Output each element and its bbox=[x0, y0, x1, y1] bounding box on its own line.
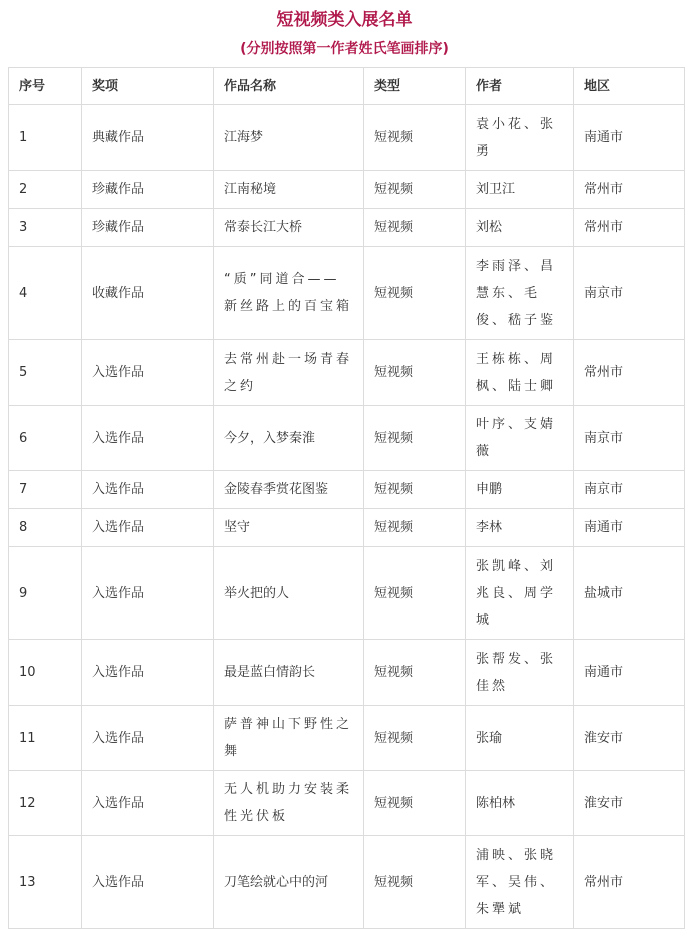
cell-author: 张凯峰、刘兆良、周学城 bbox=[466, 547, 574, 640]
cell-type: 短视频 bbox=[364, 247, 466, 340]
cell-work-title: 今夕，入梦秦淮 bbox=[214, 406, 364, 471]
cell-type: 短视频 bbox=[364, 209, 466, 247]
cell-type: 短视频 bbox=[364, 771, 466, 836]
cell-region: 南通市 bbox=[574, 640, 685, 706]
cell-author: 浦映、张晓军、吴伟、朱犟斌 bbox=[466, 836, 574, 929]
table-row bbox=[9, 171, 685, 209]
cell-index: 2 bbox=[9, 171, 82, 209]
table-row bbox=[9, 209, 685, 247]
cell-index: 5 bbox=[9, 340, 82, 406]
cell-type: 短视频 bbox=[364, 406, 466, 471]
cell-index: 7 bbox=[9, 471, 82, 509]
cell-author: 陈柏林 bbox=[466, 771, 574, 836]
cell-work-title: 刀笔绘就心中的河 bbox=[214, 836, 364, 929]
cell-index: 3 bbox=[9, 209, 82, 247]
cell-author: 王栋栋、周枫、陆士卿 bbox=[466, 340, 574, 406]
cell-region: 常州市 bbox=[574, 171, 685, 209]
cell-author: 张帮发、张佳然 bbox=[466, 640, 574, 706]
cell-award: 入选作品 bbox=[82, 706, 214, 771]
table-row bbox=[9, 509, 685, 547]
cell-work-title: 最是蓝白情韵长 bbox=[214, 640, 364, 706]
cell-award: 入选作品 bbox=[82, 836, 214, 929]
cell-region: 淮安市 bbox=[574, 771, 685, 836]
cell-author: 李林 bbox=[466, 509, 574, 547]
cell-type: 短视频 bbox=[364, 340, 466, 406]
cell-region: 盐城市 bbox=[574, 547, 685, 640]
page-subtitle: (分别按照第一作者姓氏笔画排序) bbox=[240, 41, 449, 57]
cell-index: 1 bbox=[9, 105, 82, 171]
cell-type: 短视频 bbox=[364, 509, 466, 547]
cell-award: 典藏作品 bbox=[82, 105, 214, 171]
cell-index: 9 bbox=[9, 547, 82, 640]
table-row bbox=[9, 471, 685, 509]
header-region: 地区 bbox=[574, 68, 685, 105]
cell-award: 入选作品 bbox=[82, 509, 214, 547]
cell-award: 收藏作品 bbox=[82, 247, 214, 340]
cell-work-title: “质”同道合——新丝路上的百宝箱 bbox=[214, 247, 364, 340]
header-award: 奖项 bbox=[82, 68, 214, 105]
table-row bbox=[9, 406, 685, 471]
cell-author: 张瑜 bbox=[466, 706, 574, 771]
cell-index: 10 bbox=[9, 640, 82, 706]
cell-award: 入选作品 bbox=[82, 471, 214, 509]
cell-award: 入选作品 bbox=[82, 406, 214, 471]
cell-author: 申鹏 bbox=[466, 471, 574, 509]
cell-index: 12 bbox=[9, 771, 82, 836]
cell-award: 入选作品 bbox=[82, 640, 214, 706]
cell-region: 常州市 bbox=[574, 836, 685, 929]
cell-author: 刘卫江 bbox=[466, 171, 574, 209]
cell-type: 短视频 bbox=[364, 706, 466, 771]
cell-region: 南京市 bbox=[574, 406, 685, 471]
cell-type: 短视频 bbox=[364, 836, 466, 929]
cell-author: 袁小花、张勇 bbox=[466, 105, 574, 171]
cell-award: 入选作品 bbox=[82, 340, 214, 406]
cell-region: 南京市 bbox=[574, 247, 685, 340]
cell-work-title: 江南秘境 bbox=[214, 171, 364, 209]
table-row bbox=[9, 771, 685, 836]
table-row bbox=[9, 640, 685, 706]
table-row bbox=[9, 706, 685, 771]
cell-region: 南通市 bbox=[574, 509, 685, 547]
cell-award: 珍藏作品 bbox=[82, 171, 214, 209]
cell-author: 刘松 bbox=[466, 209, 574, 247]
cell-work-title: 去常州赴一场青春之约 bbox=[214, 340, 364, 406]
cell-award: 珍藏作品 bbox=[82, 209, 214, 247]
table-row bbox=[9, 247, 685, 340]
cell-region: 南通市 bbox=[574, 105, 685, 171]
table-row bbox=[9, 340, 685, 406]
table-row bbox=[9, 836, 685, 929]
cell-author: 叶序、支婧薇 bbox=[466, 406, 574, 471]
header-work-title: 作品名称 bbox=[214, 68, 364, 105]
cell-work-title: 萨普神山下野性之舞 bbox=[214, 706, 364, 771]
cell-type: 短视频 bbox=[364, 640, 466, 706]
table-header-row bbox=[9, 68, 685, 105]
cell-work-title: 坚守 bbox=[214, 509, 364, 547]
cell-work-title: 常泰长江大桥 bbox=[214, 209, 364, 247]
cell-work-title: 金陵春季赏花图鉴 bbox=[214, 471, 364, 509]
cell-award: 入选作品 bbox=[82, 771, 214, 836]
page-title: 短视频类入展名单 bbox=[276, 10, 413, 30]
table-row bbox=[9, 547, 685, 640]
cell-index: 6 bbox=[9, 406, 82, 471]
cell-work-title: 举火把的人 bbox=[214, 547, 364, 640]
cell-index: 11 bbox=[9, 706, 82, 771]
cell-region: 南京市 bbox=[574, 471, 685, 509]
cell-index: 8 bbox=[9, 509, 82, 547]
cell-index: 13 bbox=[9, 836, 82, 929]
entries-table bbox=[8, 67, 685, 929]
cell-type: 短视频 bbox=[364, 105, 466, 171]
cell-type: 短视频 bbox=[364, 547, 466, 640]
cell-region: 淮安市 bbox=[574, 706, 685, 771]
cell-region: 常州市 bbox=[574, 209, 685, 247]
header-type: 类型 bbox=[364, 68, 466, 105]
cell-author: 李雨泽、昌慧东、毛俊、嵇子鉴 bbox=[466, 247, 574, 340]
cell-type: 短视频 bbox=[364, 471, 466, 509]
table-row bbox=[9, 105, 685, 171]
cell-type: 短视频 bbox=[364, 171, 466, 209]
header-author: 作者 bbox=[466, 68, 574, 105]
header-index: 序号 bbox=[9, 68, 82, 105]
cell-work-title: 江海梦 bbox=[214, 105, 364, 171]
cell-region: 常州市 bbox=[574, 340, 685, 406]
cell-index: 4 bbox=[9, 247, 82, 340]
cell-work-title: 无人机助力安装柔性光伏板 bbox=[214, 771, 364, 836]
cell-award: 入选作品 bbox=[82, 547, 214, 640]
